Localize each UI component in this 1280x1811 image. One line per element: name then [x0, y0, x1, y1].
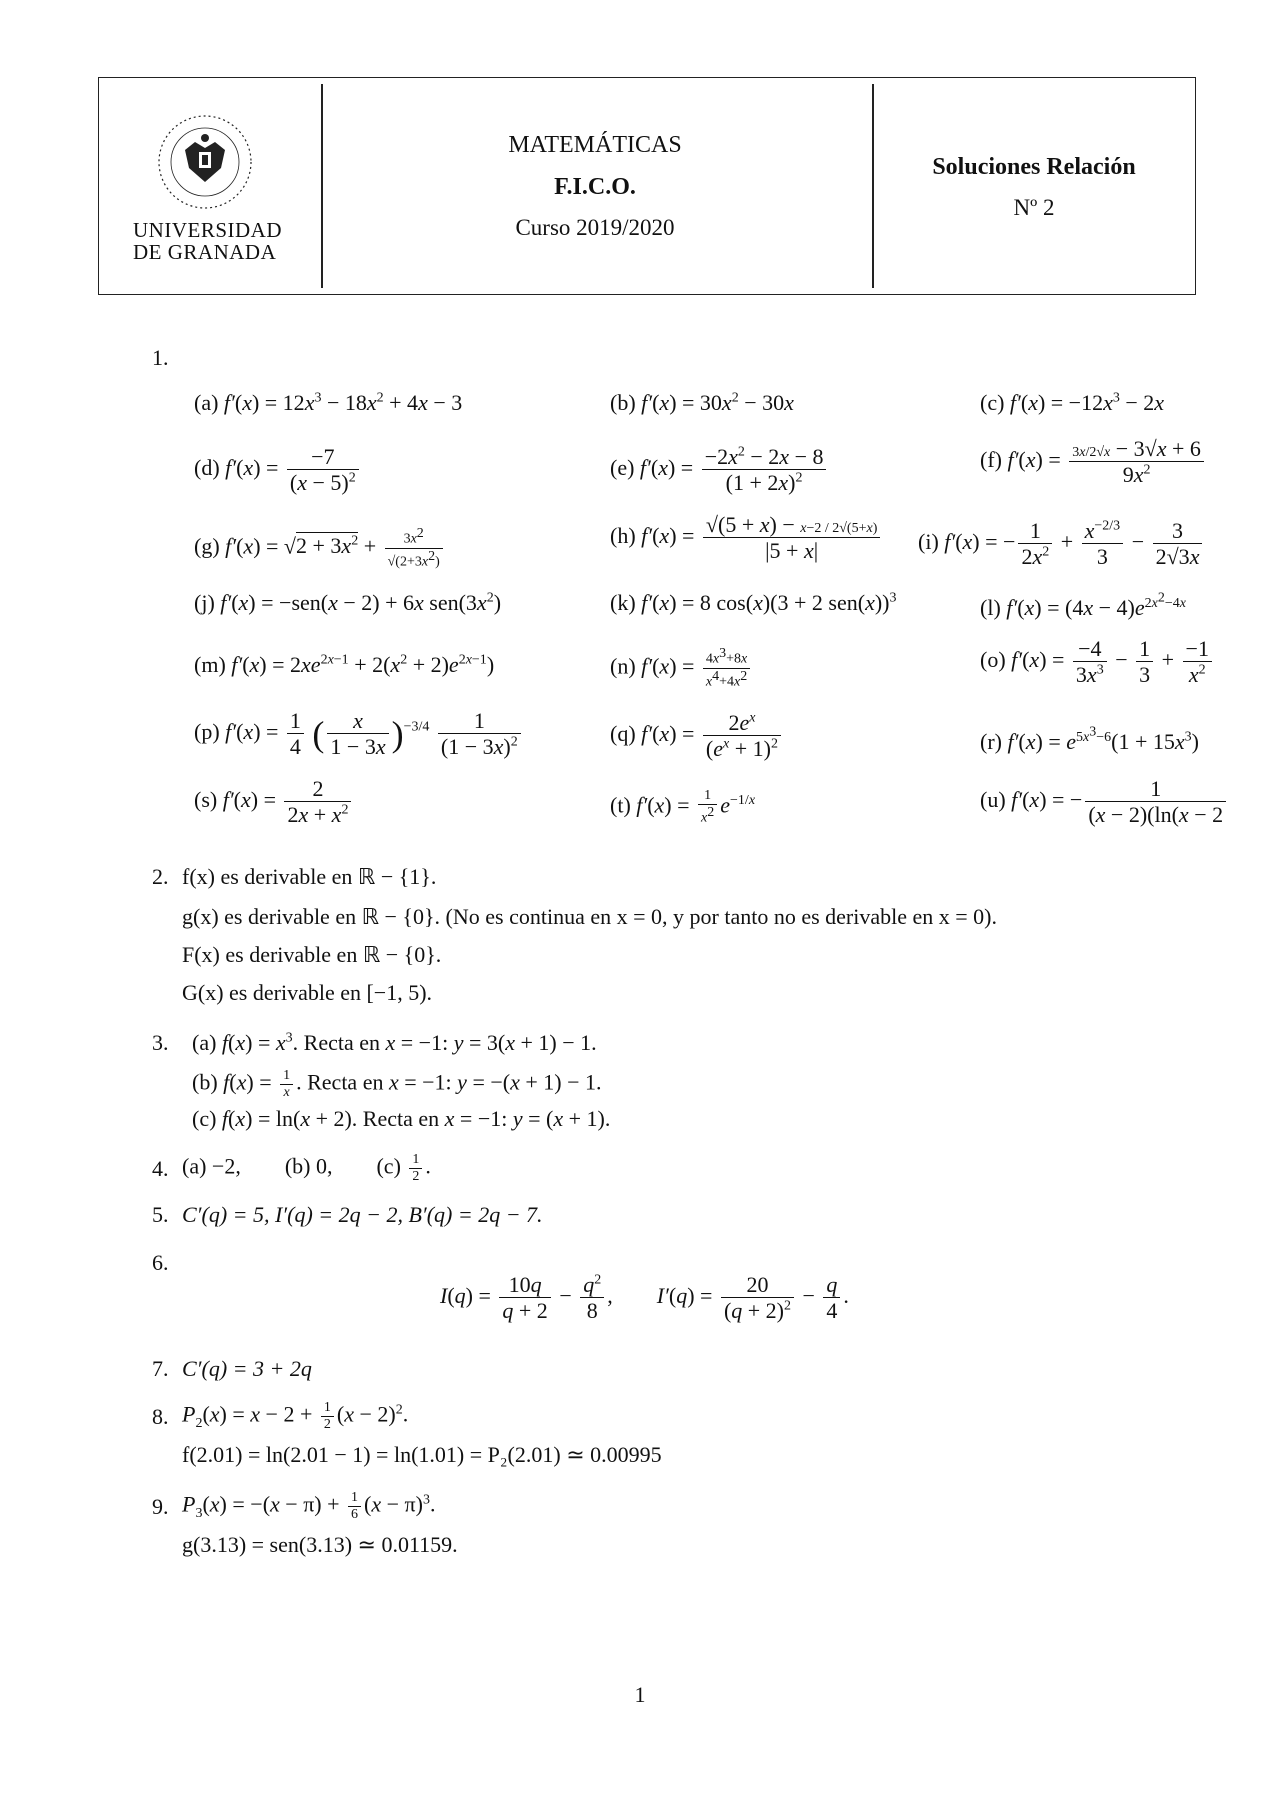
- answer-line: f(x) es derivable en ℝ − {1}.: [182, 864, 437, 889]
- derivative-item: (i) f′(x) = − $\frac{1}{2x^2}$ + $\frac{x^{-2/3}}{3}$ − $\frac{3}{2√3x}$: [918, 518, 1205, 570]
- derivative-item: (j) f′(x) = −sen(x − 2) + 6x $sen(3x^2)$: [194, 590, 502, 615]
- answer-line: g(x) es derivable en ℝ − {0}. (No es continua en x = 0, y por tanto no es derivable en x = 0).: [182, 904, 997, 929]
- derivative-item: (r) $f'(x) = e^{5x^3-6}(1 + 15x^3)$: [980, 724, 1199, 754]
- answer-line: $P_2(x) = x - 2$ + $\frac{1}{2}$ $(x - 2)^2$.: [182, 1400, 409, 1433]
- answer-line: (a) $f(x) = x^3$. Recta en x = −1: y = 3(x + 1) − 1.: [192, 1030, 597, 1055]
- derivative-item: (q) f′(x) = $\frac{2e^x}{(e^x + 1)^2}$: [610, 710, 784, 762]
- derivative-item: (p) f′(x) = $\frac{1}{4}$ ( $\frac{x}{1 - 3x}$ )$^{-3/4}$ $\frac{1}{(1 - 3x)^2}$: [194, 708, 524, 760]
- problem-number: 3.: [152, 1030, 169, 1055]
- header-divider: [872, 84, 874, 288]
- problem-number: 5.: [152, 1202, 169, 1227]
- problem-number: 6.: [152, 1250, 169, 1275]
- problem-number: 7.: [152, 1356, 169, 1381]
- answer-line: g(3.13) = sen(3.13) ≃ 0.01159.: [182, 1532, 458, 1557]
- university-name-line2: DE GRANADA: [133, 240, 277, 264]
- answer-line: C′(q) = 3 + 2q: [182, 1356, 312, 1381]
- document-title: Soluciones Relación: [932, 154, 1136, 180]
- derivative-item: (h) f′(x) = $\frac{√(5 + x) - x-2 / 2√(5+x)}{|5 + x|}$: [610, 512, 883, 564]
- answer-line: I(q) = $\frac{10q}{q + 2}$ − $\frac{q^2}{8}$ , I′(q) = $\frac{20}{(q + 2)^2}$ − $\frac{q}{4}$ .: [440, 1272, 849, 1324]
- derivative-item: (g) $f'(x) = √2 + 3x^2$ + $\frac{3x^2}{√(2+3x^2)}$: [194, 526, 446, 571]
- subject-title: MATEMÁTICAS: [508, 132, 682, 158]
- answer-line: C′(q) = 5, I′(q) = 2q − 2, B′(q) = 2q − 7.: [182, 1202, 543, 1227]
- derivative-item: (b) $f'(x) = 30x^2 - 30x$: [610, 390, 794, 415]
- derivative-item: (c) $f'(x) = -12x^3 - 2x$: [980, 390, 1165, 415]
- derivative-item: (u) f′(x) = − $\frac{1}{(x - 2)(\ln(x - 2}$: [980, 776, 1280, 828]
- university-seal-icon: [155, 112, 255, 212]
- derivative-item: (l) $f'(x) = (4x - 4)e^{2x^2-4x}$: [980, 590, 1186, 620]
- subject-subtitle: F.I.C.O.: [554, 174, 636, 200]
- answer-line: (c) f(x) = ln(x + 2). Recta en x = −1: y = (x + 1).: [192, 1106, 611, 1131]
- answer-line: (a) −2, (b) 0, (c) $\frac{1}{2}$ .: [182, 1152, 431, 1185]
- derivative-item: (m) $f'(x) = 2xe^{2x-1} + 2(x^2 + 2)e^{2x-1}$): [194, 652, 495, 677]
- problem-number: 4.: [152, 1156, 169, 1181]
- problem-number: 2.: [152, 864, 169, 889]
- derivative-item: (s) f′(x) = $\frac{2}{2x + x^2}$: [194, 776, 354, 828]
- derivative-item: (d) f′(x) = $\frac{-7}{(x - 5)^2}$: [194, 444, 362, 496]
- answer-line: F(x) es derivable en ℝ − {0}.: [182, 942, 442, 967]
- answer-line: $P_3(x) = -(x - \pi)$ + $\frac{1}{6}$ $(x - \pi)^3$.: [182, 1490, 436, 1523]
- answer-line: G(x) es derivable en [−1, 5).: [182, 980, 433, 1005]
- derivative-item: (a) $f'(x) = 12x^3 - 18x^2 + 4x - 3$: [194, 390, 463, 415]
- derivative-item: (n) f′(x) = $\frac{4x^3+8x}{x^4+4x^2}$: [610, 646, 753, 691]
- problem-number: 9.: [152, 1494, 169, 1519]
- problem-number: 8.: [152, 1404, 169, 1429]
- problem-number: 1.: [152, 345, 169, 370]
- derivative-item: (e) f′(x) = $\frac{-2x^2 - 2x - 8}{(1 + 2x)^2}$: [610, 444, 829, 496]
- university-name-line1: UNIVERSIDAD: [133, 218, 282, 242]
- derivative-item: (t) f′(x) = $\frac{1}{x^2}$ $e^{-1/x}$: [610, 788, 756, 826]
- document-number: Nº 2: [1013, 195, 1055, 220]
- page-number: 1: [634, 1682, 646, 1707]
- derivative-item: (o) f′(x) = $\frac{-4}{3x^3}$ − $\frac{1}{3}$ + $\frac{-1}{x^2}$: [980, 636, 1215, 688]
- answer-line: (b) f(x) = $\frac{1}{x}$ . Recta en x = −1: y = −(x + 1) − 1.: [192, 1068, 602, 1101]
- answer-line: f(2.01) = ln(2.01 − 1) = ln(1.01) = P₂(2.01) ≃ 0.00995: [182, 1442, 662, 1467]
- course-year: Curso 2019/2020: [515, 215, 675, 240]
- derivative-item: (k) f′(x) = 8 cos(x)(3 + 2 sen(x))$^3$: [610, 590, 897, 615]
- derivative-item: (f) f′(x) = $\frac{3x/2√x - 3√x + 6}{9x^2}$: [980, 436, 1207, 488]
